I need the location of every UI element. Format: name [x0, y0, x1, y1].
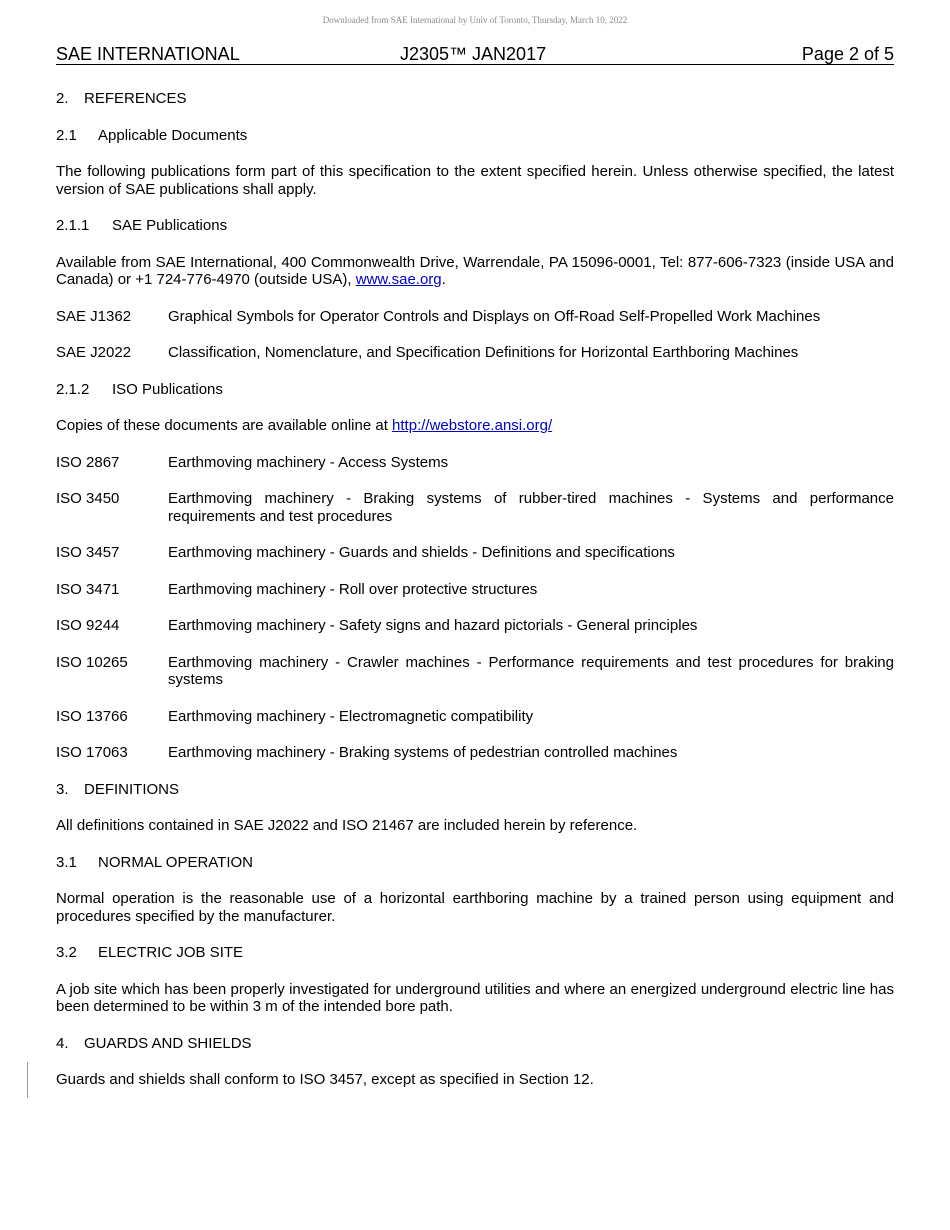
section-2-1-heading: 2.1 Applicable Documents	[56, 126, 248, 144]
section-4-text: Guards and shields shall conform to ISO 3457, except as specified in Section 12.	[56, 1071, 594, 1088]
header-org: SAE INTERNATIONAL	[56, 44, 240, 64]
reference-item: SAE J1362 Graphical Symbols for Operator Controls and Displays on Off-Road Self-Propelled Work Machines	[56, 307, 821, 325]
reference-item: ISO 13766 Earthmoving machinery - Electromagnetic compatibility	[56, 707, 534, 725]
reference-item: SAE J2022 Classification, Nomenclature, and Specification Definitions for Horizontal Earthboring Machines	[56, 344, 799, 361]
reference-item: ISO 3457 Earthmoving machinery - Guards and shields - Definitions and specifications	[56, 544, 675, 561]
ansi-webstore-link[interactable]: http://webstore.ansi.org/	[392, 417, 553, 434]
section-3-text: All definitions contained in SAE J2022 and ISO 21467 are included herein by reference.	[56, 817, 638, 834]
section-3-1-text: Normal operation is the reasonable use of a horizontal earthboring machine by a trained person using equipment and procedures specified by the manufacturer.	[56, 890, 894, 925]
reference-item: ISO 9244 Earthmoving machinery - Safety signs and hazard pictorials - General principles	[56, 617, 698, 634]
reference-item: ISO 17063 Earthmoving machinery - Braking systems of pedestrian controlled machines	[56, 744, 678, 761]
revision-change-bar	[27, 1062, 28, 1098]
section-2-1-2-heading: 2.1.2 ISO Publications	[56, 380, 223, 398]
section-2-1-2-text: Copies of these documents are available online at http://webstore.ansi.org/	[56, 417, 553, 434]
reference-item: ISO 3471 Earthmoving machinery - Roll over protective structures	[56, 580, 538, 598]
download-watermark: Downloaded from SAE International by Univ of Toronto, Thursday, March 10, 2022	[322, 15, 628, 25]
reference-item: ISO 10265 Earthmoving machinery - Crawler machines - Performance requirements and test procedures for braking systems	[56, 653, 894, 688]
reference-item: ISO 2867 Earthmoving machinery - Access Systems	[56, 453, 449, 471]
section-2-1-text: The following publications form part of this specification to the extent specified herein. Unless otherwise specified, the latest version of SAE publications shall apply.	[56, 163, 894, 198]
section-3-2-text: A job site which has been properly investigated for underground utilities and where an energized underground electric line has been determined to be within 3 m of the intended bore path.	[56, 980, 894, 1015]
section-3-2-heading: 3.2 ELECTRIC JOB SITE	[56, 944, 244, 961]
page-header	[56, 44, 894, 65]
section-2-heading: 2. REFERENCES	[56, 90, 187, 107]
section-2-1-1-text: Available from SAE International, 400 Commonwealth Drive, Warrendale, PA 15096-0001, Tel: 877-606-7323 (inside USA and Canada) or +1 724-776-4970 (outside USA), www.sae.org.	[56, 253, 894, 288]
section-3-heading: 3. DEFINITIONS	[56, 780, 180, 798]
reference-item: ISO 3450 Earthmoving machinery - Braking systems of rubber-tired machines - Systems and performance requirements and test procedures	[56, 490, 894, 525]
header-doc-number: J2305™ JAN2017	[400, 44, 547, 64]
header-page-number: Page 2 of 5	[801, 44, 894, 64]
sae-website-link[interactable]: www.sae.org	[355, 271, 442, 288]
section-4-heading: 4. GUARDS AND SHIELDS	[56, 1034, 252, 1052]
section-2-1-1-heading: 2.1.1 SAE Publications	[56, 217, 228, 234]
document-body	[56, 90, 894, 1108]
section-3-1-heading: 3.1 NORMAL OPERATION	[56, 853, 254, 871]
